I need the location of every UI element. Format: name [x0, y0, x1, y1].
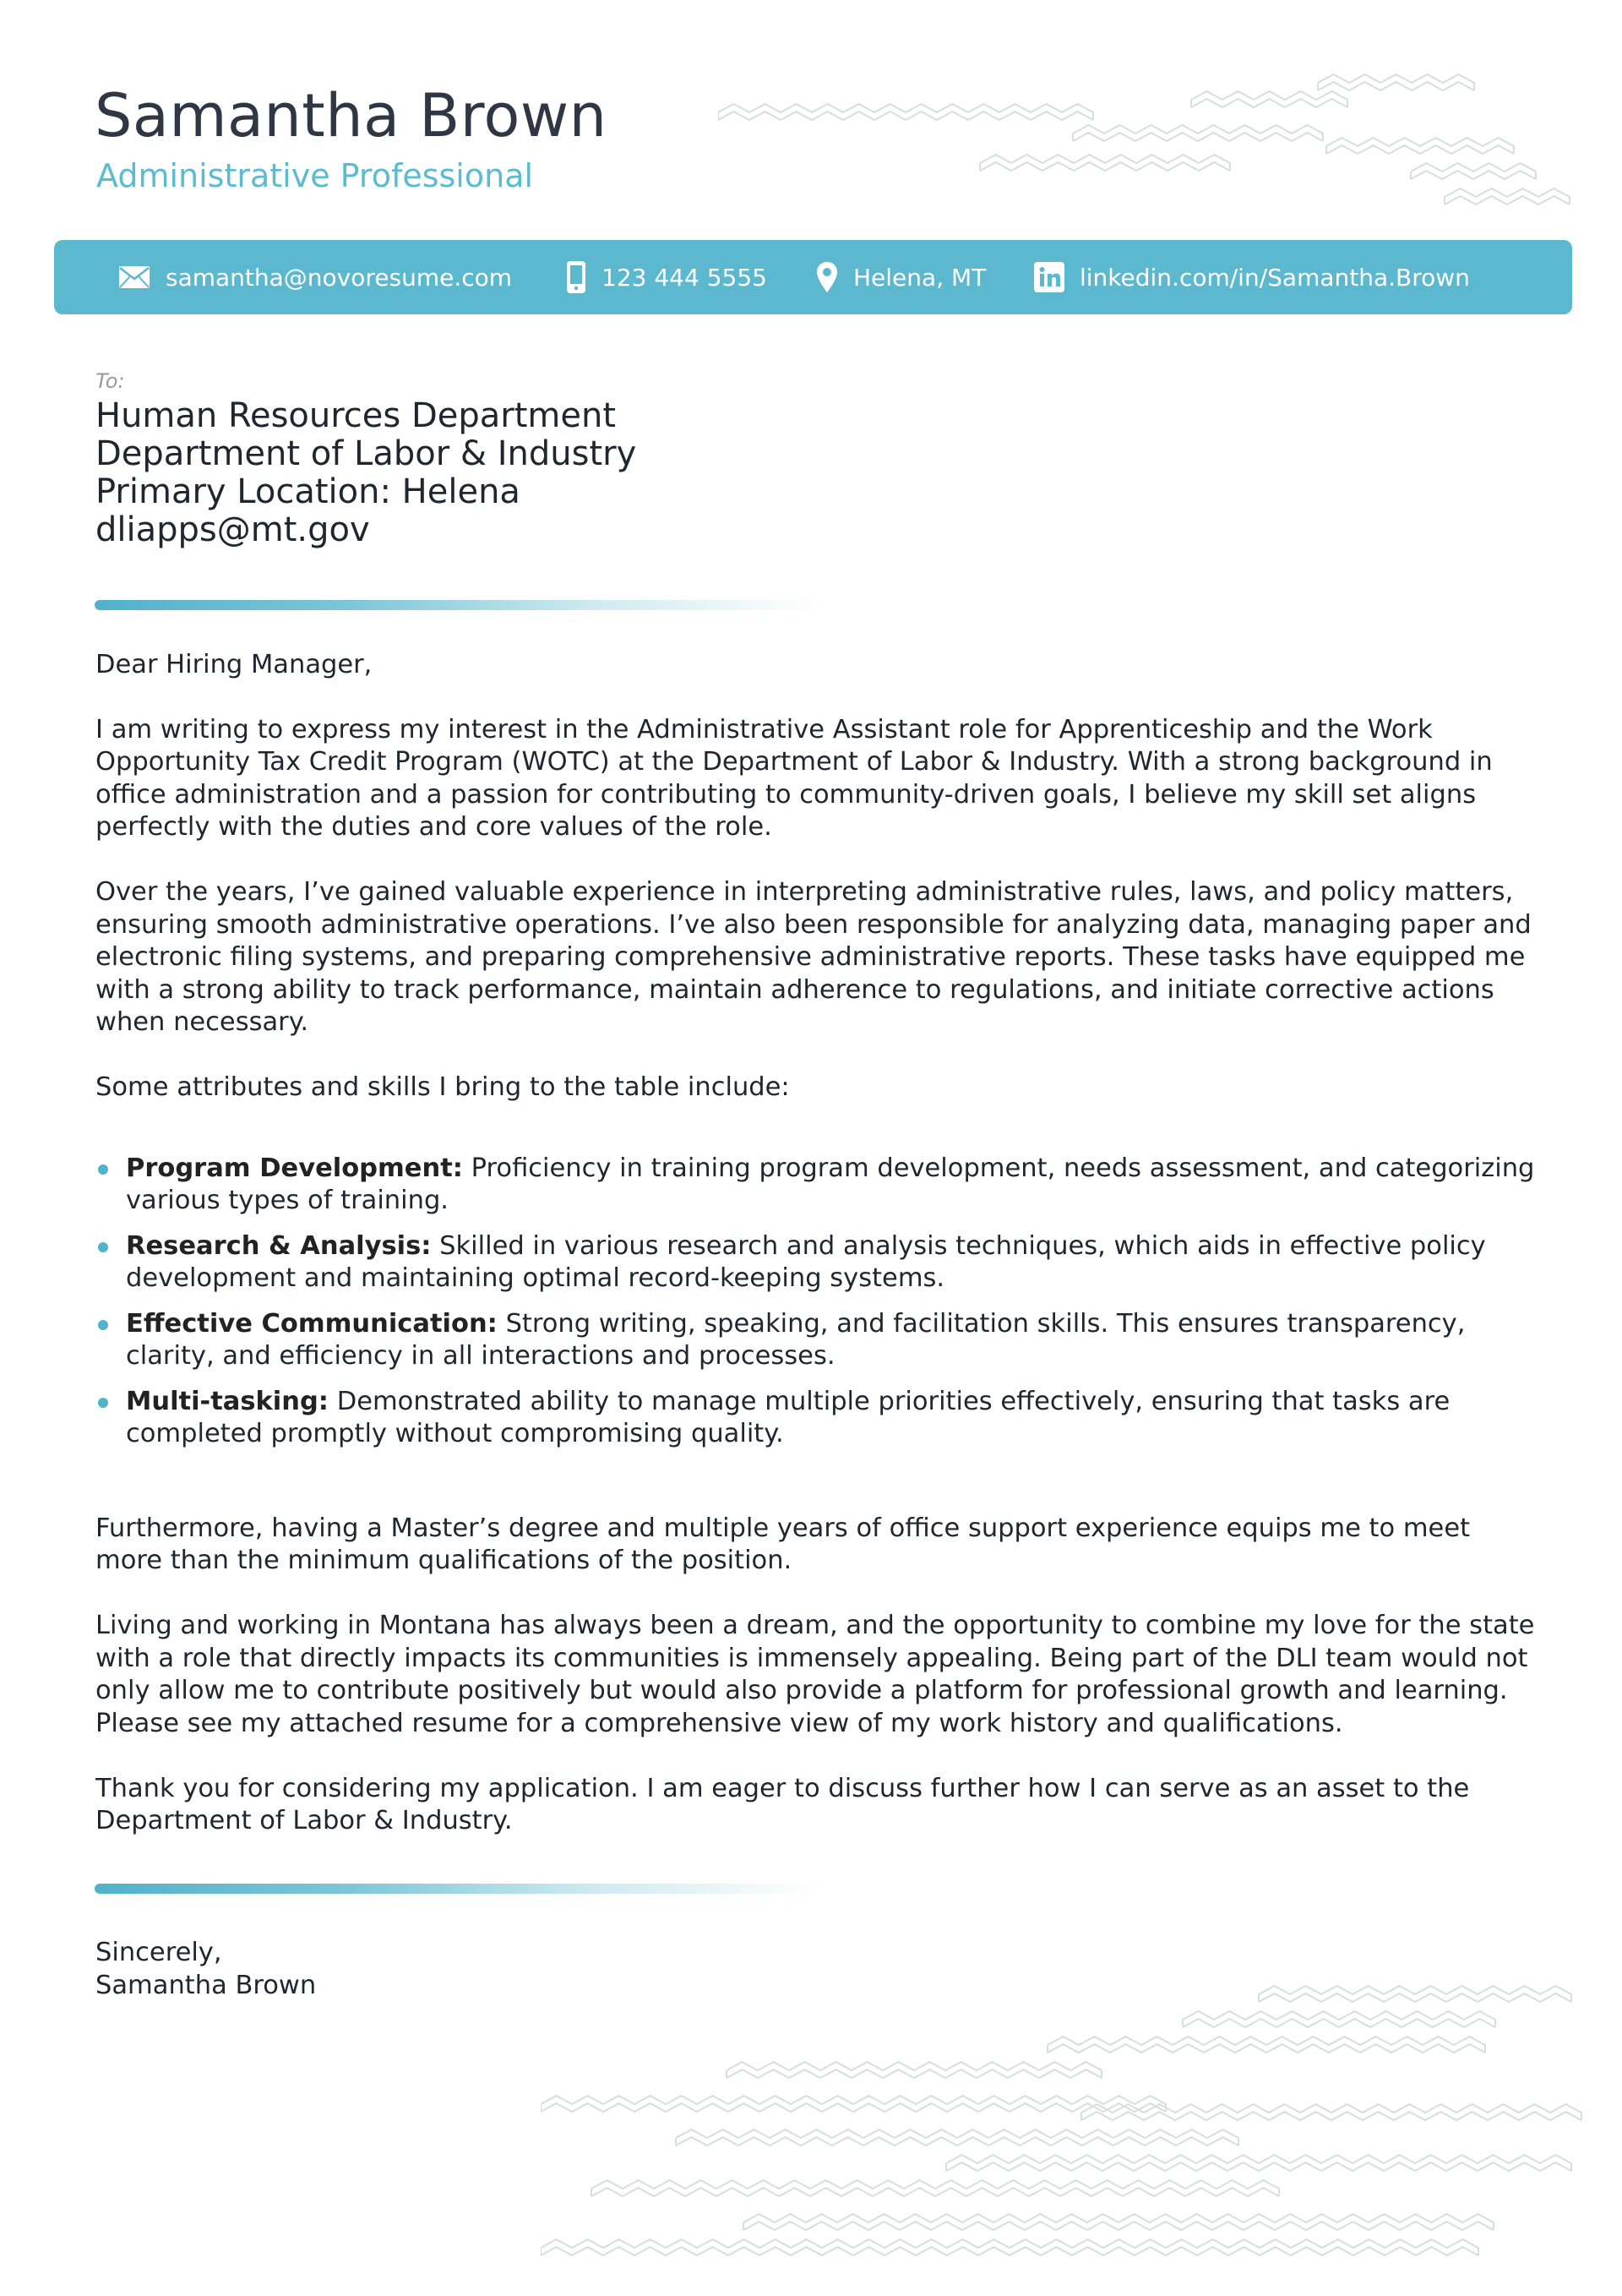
list-item [95, 1230, 1540, 1295]
chevron-stroke [946, 2155, 1571, 2171]
contact-linkedin[interactable] [1034, 240, 1470, 314]
bullet-dot [98, 1242, 108, 1252]
greeting: Dear Hiring Manager, [95, 650, 373, 679]
skill-description: Skilled in various research and analysis techniques, which aids in effective policy development and maintaining optimal record-keeping systems. [126, 1230, 1486, 1293]
location-text: Helena, MT [853, 263, 987, 292]
recipient-department: Human Resources Department [95, 396, 617, 435]
skills-list [95, 1153, 1540, 1451]
chevron-stroke [980, 155, 1230, 171]
contact-email[interactable] [118, 240, 512, 314]
chevron-stroke [1081, 2104, 1581, 2120]
recipient-block [95, 397, 940, 549]
skill-description: Demonstrated ability to manage multiple priorities effectively, ensuring that tasks are completed promptly without compromising quality. [126, 1386, 1451, 1448]
applicant-title: Administrative Professional [96, 157, 534, 194]
email-text: samantha@novoresume.com [166, 263, 513, 292]
bullet-dot [98, 1164, 108, 1175]
chevron-stroke [591, 2180, 1279, 2196]
paragraph-experience: Over the years, I’ve gained valuable experience in interpreting administrative rules, laws, and policy matters, ensuring smooth administrative operations. I’ve also been responsible for analyzing data, managing paper and electronic filing systems, and preparing comprehensive administrative reports. These tasks have equipped me with a strong ability to track performance, maintain adherence to regulations, and initiate corrective actions when necessary. [95, 877, 1532, 1037]
chevron-stroke [1318, 82, 1474, 90]
paragraph-qualifications: Furthermore, having a Master’s degree and multiple years of office support experience equips me to meet more than the minimum qualifications of the position. [95, 1513, 1471, 1575]
recipient-location: Primary Location: Helena [95, 472, 520, 511]
recipient-organization: Department of Labor & Industry [95, 434, 637, 473]
linkedin-icon [1034, 262, 1064, 292]
section-divider [95, 600, 821, 610]
contact-location [816, 240, 986, 314]
chevron-stroke [727, 2062, 1102, 2078]
contact-phone[interactable] [566, 240, 767, 314]
closing-block [95, 1937, 316, 2002]
paragraph-intro: I am writing to express my interest in the Administrative Assistant role for Apprenticeship and the Work Opportunity Tax Credit Program (WOTC) at the Department of Labor & Industry. With a strong background in office administration and a passion for contributing to community-driven goals, I believe my skill set aligns perfectly with the duties and core values of the role. [95, 714, 1493, 842]
bullet-dot [98, 1320, 108, 1330]
bullet-dot [98, 1398, 108, 1408]
list-item [95, 1153, 1540, 1218]
skill-title: Research & Analysis: [126, 1230, 432, 1261]
chevron-stroke [718, 104, 1093, 120]
envelope-icon [118, 265, 150, 289]
letter-body [95, 649, 1540, 1870]
list-item [95, 1386, 1540, 1451]
contact-bar [54, 240, 1572, 314]
list-item [95, 1308, 1540, 1373]
recipient-label: To: [95, 369, 125, 393]
signature-name: Samantha Brown [95, 1970, 317, 2000]
recipient-email: dliapps@mt.gov [95, 510, 370, 549]
chevron-stroke [1191, 99, 1347, 107]
chevron-pattern-bottom [541, 1969, 1588, 2273]
skills-intro: Some attributes and skills I bring to the table include: [95, 1072, 790, 1102]
applicant-name: Samantha Brown [95, 81, 607, 150]
skill-description: Strong writing, speaking, and facilitation skills. This ensures transparency, clarity, and efficiency in all interactions and processes. [126, 1308, 1466, 1371]
paragraph-motivation: Living and working in Montana has always been a dream, and the opportunity to combine my love for the state with a role that directly impacts its communities is immensely appealing. Being part of the DLI team would not only allow me to contribute positively but would also provide a platform for professional growth and learning. Please see my attached resume for a comprehensive view of my work history and qualifications. [95, 1611, 1535, 1738]
chevron-stroke [1073, 125, 1323, 141]
section-divider [95, 1884, 821, 1894]
phone-text: 123 444 5555 [601, 263, 767, 292]
skill-title: Multi-tasking: [126, 1386, 329, 1416]
phone-icon [566, 260, 586, 294]
skill-description: Proficiency in training program development, needs assessment, and categorizing various types of training. [126, 1153, 1535, 1215]
chevron-stroke [676, 2130, 1238, 2146]
chevron-stroke [1411, 163, 1536, 179]
linkedin-text: linkedin.com/in/Samantha.Brown [1080, 263, 1470, 292]
chevron-stroke [541, 2096, 1166, 2112]
chevron-stroke [1445, 188, 1570, 205]
skill-title: Program Development: [126, 1153, 463, 1183]
location-pin-icon [816, 261, 838, 293]
valediction: Sincerely, [95, 1938, 222, 1967]
paragraph-thanks: Thank you for considering my application. I am eager to discuss further how I can serve as an asset to the Department of Labor & Industry. [95, 1773, 1470, 1835]
chevron-stroke [743, 2214, 1494, 2230]
chevron-pattern-top [718, 66, 1571, 222]
skill-title: Effective Communication: [126, 1308, 498, 1339]
